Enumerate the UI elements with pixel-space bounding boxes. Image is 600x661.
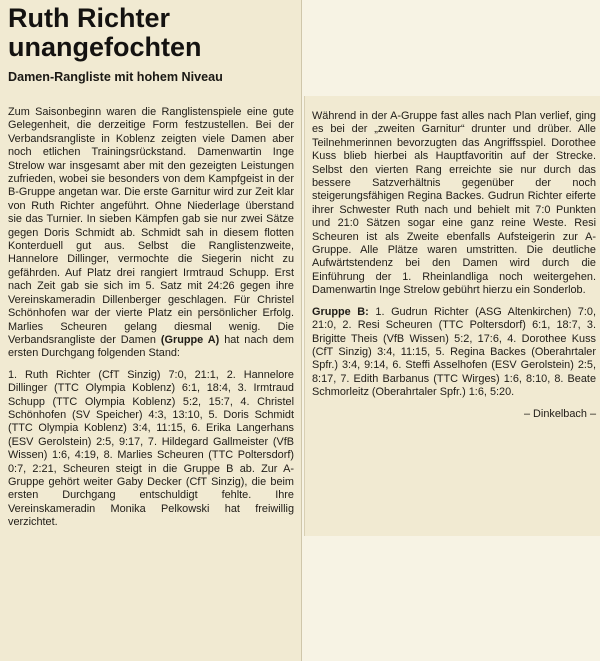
group-b-results-text: 1. Gudrun Richter (ASG Altenkirchen) 7:0, 21:0, 2. Resi Scheuren (TTC Poltersdorf) 6:1, 18:7, 3. Brigitte Theis (VfB Wissen) 5:2, 17:6, 4. Dorothee Kuss (CfT Sinzig) 3:4, 11:15, 5. Regina Backes (Oberahrtaler Spfr.) 3:4, 9:14, 6. Steffi Asselhofen (ESV Gerolstein) 2:5, 8:17, 7. Edith Barbanus (TTC Wirges) 1:6, 8:10, 8. Beate Schmorleitz (Oberahrtaler Spfr.) 1:6, 5:20. — [312, 305, 596, 399]
intro-text-end: hat nach dem ersten Durchgang folgenden Stand: — [8, 333, 295, 360]
headline-line-1: Ruth Richter — [8, 3, 170, 33]
left-column-text — [8, 106, 294, 530]
article-headline — [8, 4, 202, 62]
intro-text: Zum Saisonbeginn waren die Ranglistenspiele eine gute Gelegenheit, die derzeitige Form festzustellen. Bei der Verbandsrangliste in Koblenz zeigten viele Damen aber noch etlichen Trainingsrückstand. Damenwartin Inge Strelow war insgesamt aber mit den gezeigten Leistungen zufrieden, wobei sie besonders von dem Kampfgeist in der B-Gruppe angetan war. Die erste Garnitur wird zur Zeit klar von Ruth Richter angeführt. Ohne Niederlage überstand sie das Turnier. In sieben Kämpfen gab sie nur zwei Sätze gegen Doris Schmidt ab. Schmidt sah in diesem flotten Konterduell gut aus. Selbst die Ranglistenzweite, Hannelore Dillinger, vermochte die Siegerin nicht zu gefährden. Auf Platz drei rangiert Irmtraud Schupp. Erst nach Zeit gab sie sich im 5. Satz mit 24:26 gegen ihre Vereinskameradin Dillenberger geschlagen. Für Christel Schönhofen war der vierte Platz ein persönlicher Erfolg. Marlies Scheuren gelang diesmal wenig. Die Verbandsrangliste der Damen — [8, 106, 294, 346]
article-subheadline: Damen-Rangliste mit hohem Niveau — [8, 70, 223, 84]
intro-paragraph — [8, 106, 294, 361]
group-a-results-paragraph: 1. Ruth Richter (CfT Sinzig) 7:0, 21:1, 2. Hannelore Dillinger (TTC Olympia Koblenz) 6:1, 18:4, 3. Irmtraud Schupp (TTC Olympia Koblenz) 5:2, 15:7, 4. Christel Schönhofen (SV Speicher) 4:3, 13:10, 5. Doris Schmidt (TTC Olympia Koblenz) 3:4, 11:15, 6. Erika Langerhans (ESV Gerolstein) 2:5, 9:17, 7. Hildegard Gallmeister (VfB Wissen) 1:6, 4:19, 8. Marlies Scheuren (TTC Poltersdorf) 0:7, 2:21, Scheuren steigt in die Gruppe B ab. Zur A-Gruppe gehört weiter Gaby Decker (CfT Sinzig), die beim ersten Durchgang entschuldigt fehlte. Ihre Vereinskameradin Monika Pelkowski hat freiwillig verzichtet. — [8, 368, 294, 529]
group-b-results-paragraph — [312, 306, 596, 400]
group-b-label: Gruppe B: — [312, 305, 369, 318]
right-column-text — [312, 110, 596, 421]
group-b-report-paragraph: Während in der A-Gruppe fast alles nach Plan verlief, ging es bei der „zweiten Garnitur“ drunter und drüber. Alle Teilnehmerinnen bevorzugten das Angriffsspiel. Dorothee Kuss blieb hierbei als Hauptfavoritin auf der Strecke. Selbst den vierten Rang erreichte sie nur durch das bessere Satzverhältnis gegenüber der noch steigerungsfähigen Regina Backes. Gudrun Richter eiferte ihrer Schwester Ruth nach und behielt mit 7:0 Punkten und 21:0 Sätzen sogar eine ganz reine Weste. Resi Scheuren ist als Zweite ebenfalls Aufsteigerin zur A-Gruppe. Alle Plätze waren umstritten. Die deutliche Aufwärtstendenz bei den Damen wird durch die Einführung der 1. Rheinlandliga noch weitergehen. Damenwartin Inge Strelow gebührt hierzu ein Sonderlob. — [312, 110, 596, 297]
author-signature: – Dinkelbach – — [523, 407, 596, 420]
group-a-label: (Gruppe A) — [160, 333, 220, 346]
headline-line-2: unangefochten — [8, 32, 202, 62]
